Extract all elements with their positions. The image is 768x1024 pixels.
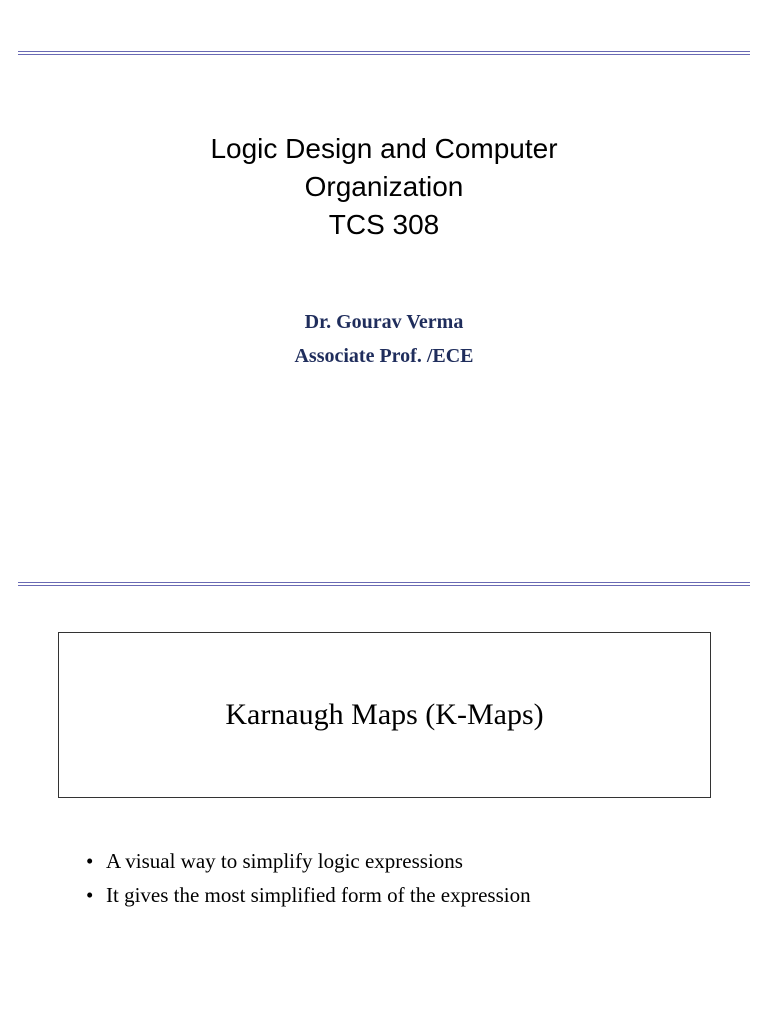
box-title: Karnaugh Maps (K-Maps) [225, 698, 544, 731]
slide-title [0, 130, 768, 244]
bullet-text: A visual way to simplify logic expressions [106, 849, 463, 873]
author-name: Dr. Gourav Verma [304, 311, 464, 333]
slide-title-line: TCS 308 [328, 209, 440, 240]
slide-2 [0, 572, 768, 1024]
bullet-icon: • [86, 883, 94, 907]
list-item [86, 844, 531, 878]
title-box [58, 632, 711, 798]
bullet-list [86, 844, 531, 912]
bullet-icon: • [86, 849, 94, 873]
author-role: Associate Prof. /ECE [294, 345, 474, 367]
bullet-text: It gives the most simplified form of the expression [106, 883, 531, 907]
top-rule [18, 582, 750, 586]
slide-title-line: Organization [304, 171, 464, 202]
top-rule [18, 51, 750, 55]
list-item [86, 878, 531, 912]
author-block [0, 305, 768, 373]
slide-title-line: Logic Design and Computer [210, 133, 558, 164]
